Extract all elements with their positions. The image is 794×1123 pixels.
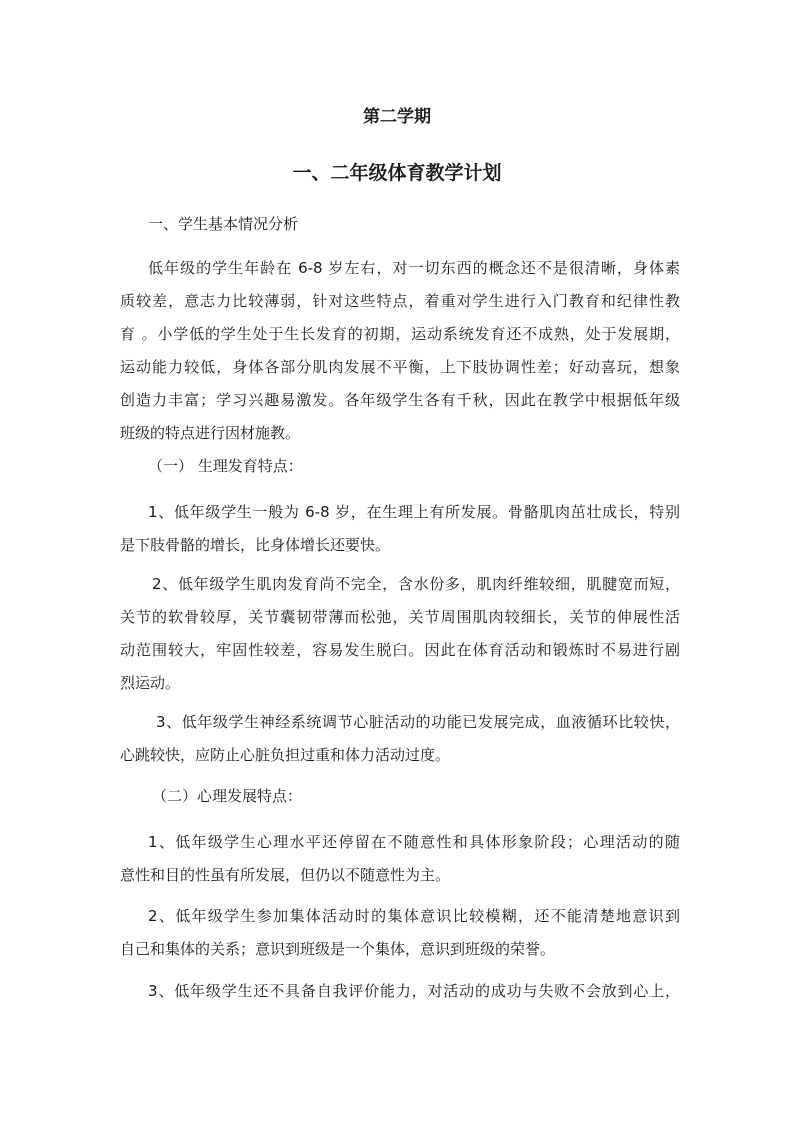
paragraph-line: 2、低年级学生参加集体活动时的集体意识比较模糊，还不能清楚地意识到 bbox=[148, 907, 680, 925]
paragraph-line: 是下肢骨骼的增长，比身体增长还要快。 bbox=[120, 536, 391, 554]
psychological-heading-text: （二）心理发展特点： bbox=[152, 787, 303, 805]
physiological-item-3 bbox=[120, 706, 680, 772]
intro-line: 质较差，意志力比较薄弱，针对这些特点，着重对学生进行入门教育和纪律性教 bbox=[120, 292, 680, 310]
intro-line: 创造力丰富；学习兴趣易激发。各年级学生各有千秋，因此在教学中根据低年级 bbox=[120, 391, 680, 409]
psychological-item-2 bbox=[120, 900, 680, 966]
paragraph-line: 自己和集体的关系；意识到班级是一个集体，意识到班级的荣誉。 bbox=[120, 940, 556, 958]
physiological-item-2 bbox=[120, 568, 680, 700]
section-heading-text: 一、学生基本情况分析 bbox=[148, 215, 299, 233]
paragraph-line: 烈运动。 bbox=[120, 674, 181, 692]
plan-title: 一、二年级体育教学计划 bbox=[292, 162, 502, 184]
intro-paragraph bbox=[120, 252, 680, 450]
paragraph-line: 3、低年级学生还不具备自我评价能力，对活动的成功与失败不会放到心上， bbox=[148, 982, 680, 1000]
physiological-heading-text: （一） 生理发育特点： bbox=[148, 457, 303, 475]
psychological-item-1 bbox=[120, 826, 680, 892]
section-heading bbox=[148, 208, 708, 241]
paragraph-line: 意性和目的性虽有所发展，但仍以不随意性为主。 bbox=[120, 866, 451, 884]
paragraph-line: 关节的软骨较厚，关节囊韧带薄而松弛，关节周围肌肉较细长，关节的伸展性活 bbox=[120, 608, 680, 626]
intro-line: 班级的特点进行因材施教。 bbox=[120, 424, 301, 442]
paragraph-line: 1、低年级学生心理水平还停留在不随意性和具体形象阶段；心理活动的随 bbox=[148, 833, 680, 851]
intro-line: 运动能力较低，身体各部分肌肉发展不平衡，上下肢协调性差；好动喜玩，想象 bbox=[120, 358, 680, 376]
paragraph-line: 1、低年级学生一般为 6-8 岁，在生理上有所发展。骨骼肌肉茁壮成长，特别 bbox=[148, 503, 680, 521]
physiological-item-1 bbox=[120, 496, 680, 562]
term-heading: 第二学期 bbox=[363, 107, 431, 127]
paragraph-line: 2、低年级学生肌肉发育尚不完全，含水份多，肌肉纤维较细，肌腱宽而短， bbox=[152, 575, 680, 593]
paragraph-line: 3、低年级学生神经系统调节心脏活动的功能已发展完成，血液循环比较快， bbox=[156, 713, 680, 731]
physiological-heading bbox=[148, 450, 708, 483]
intro-line: 育 。小学低的学生处于生长发育的初期，运动系统发育还不成熟，处于发展期， bbox=[120, 325, 680, 343]
psychological-item-3 bbox=[120, 975, 680, 1008]
intro-line: 低年级的学生年龄在 6-8 岁左右，对一切东西的概念还不是很清晰，身体素 bbox=[148, 259, 680, 277]
psychological-heading bbox=[152, 780, 712, 813]
paragraph-line: 动范围较大，牢固性较差，容易发生脱臼。因此在体育活动和锻炼时不易进行剧 bbox=[120, 641, 680, 659]
paragraph-line: 心跳较快，应防止心脏负担过重和体力活动过度。 bbox=[120, 746, 451, 764]
